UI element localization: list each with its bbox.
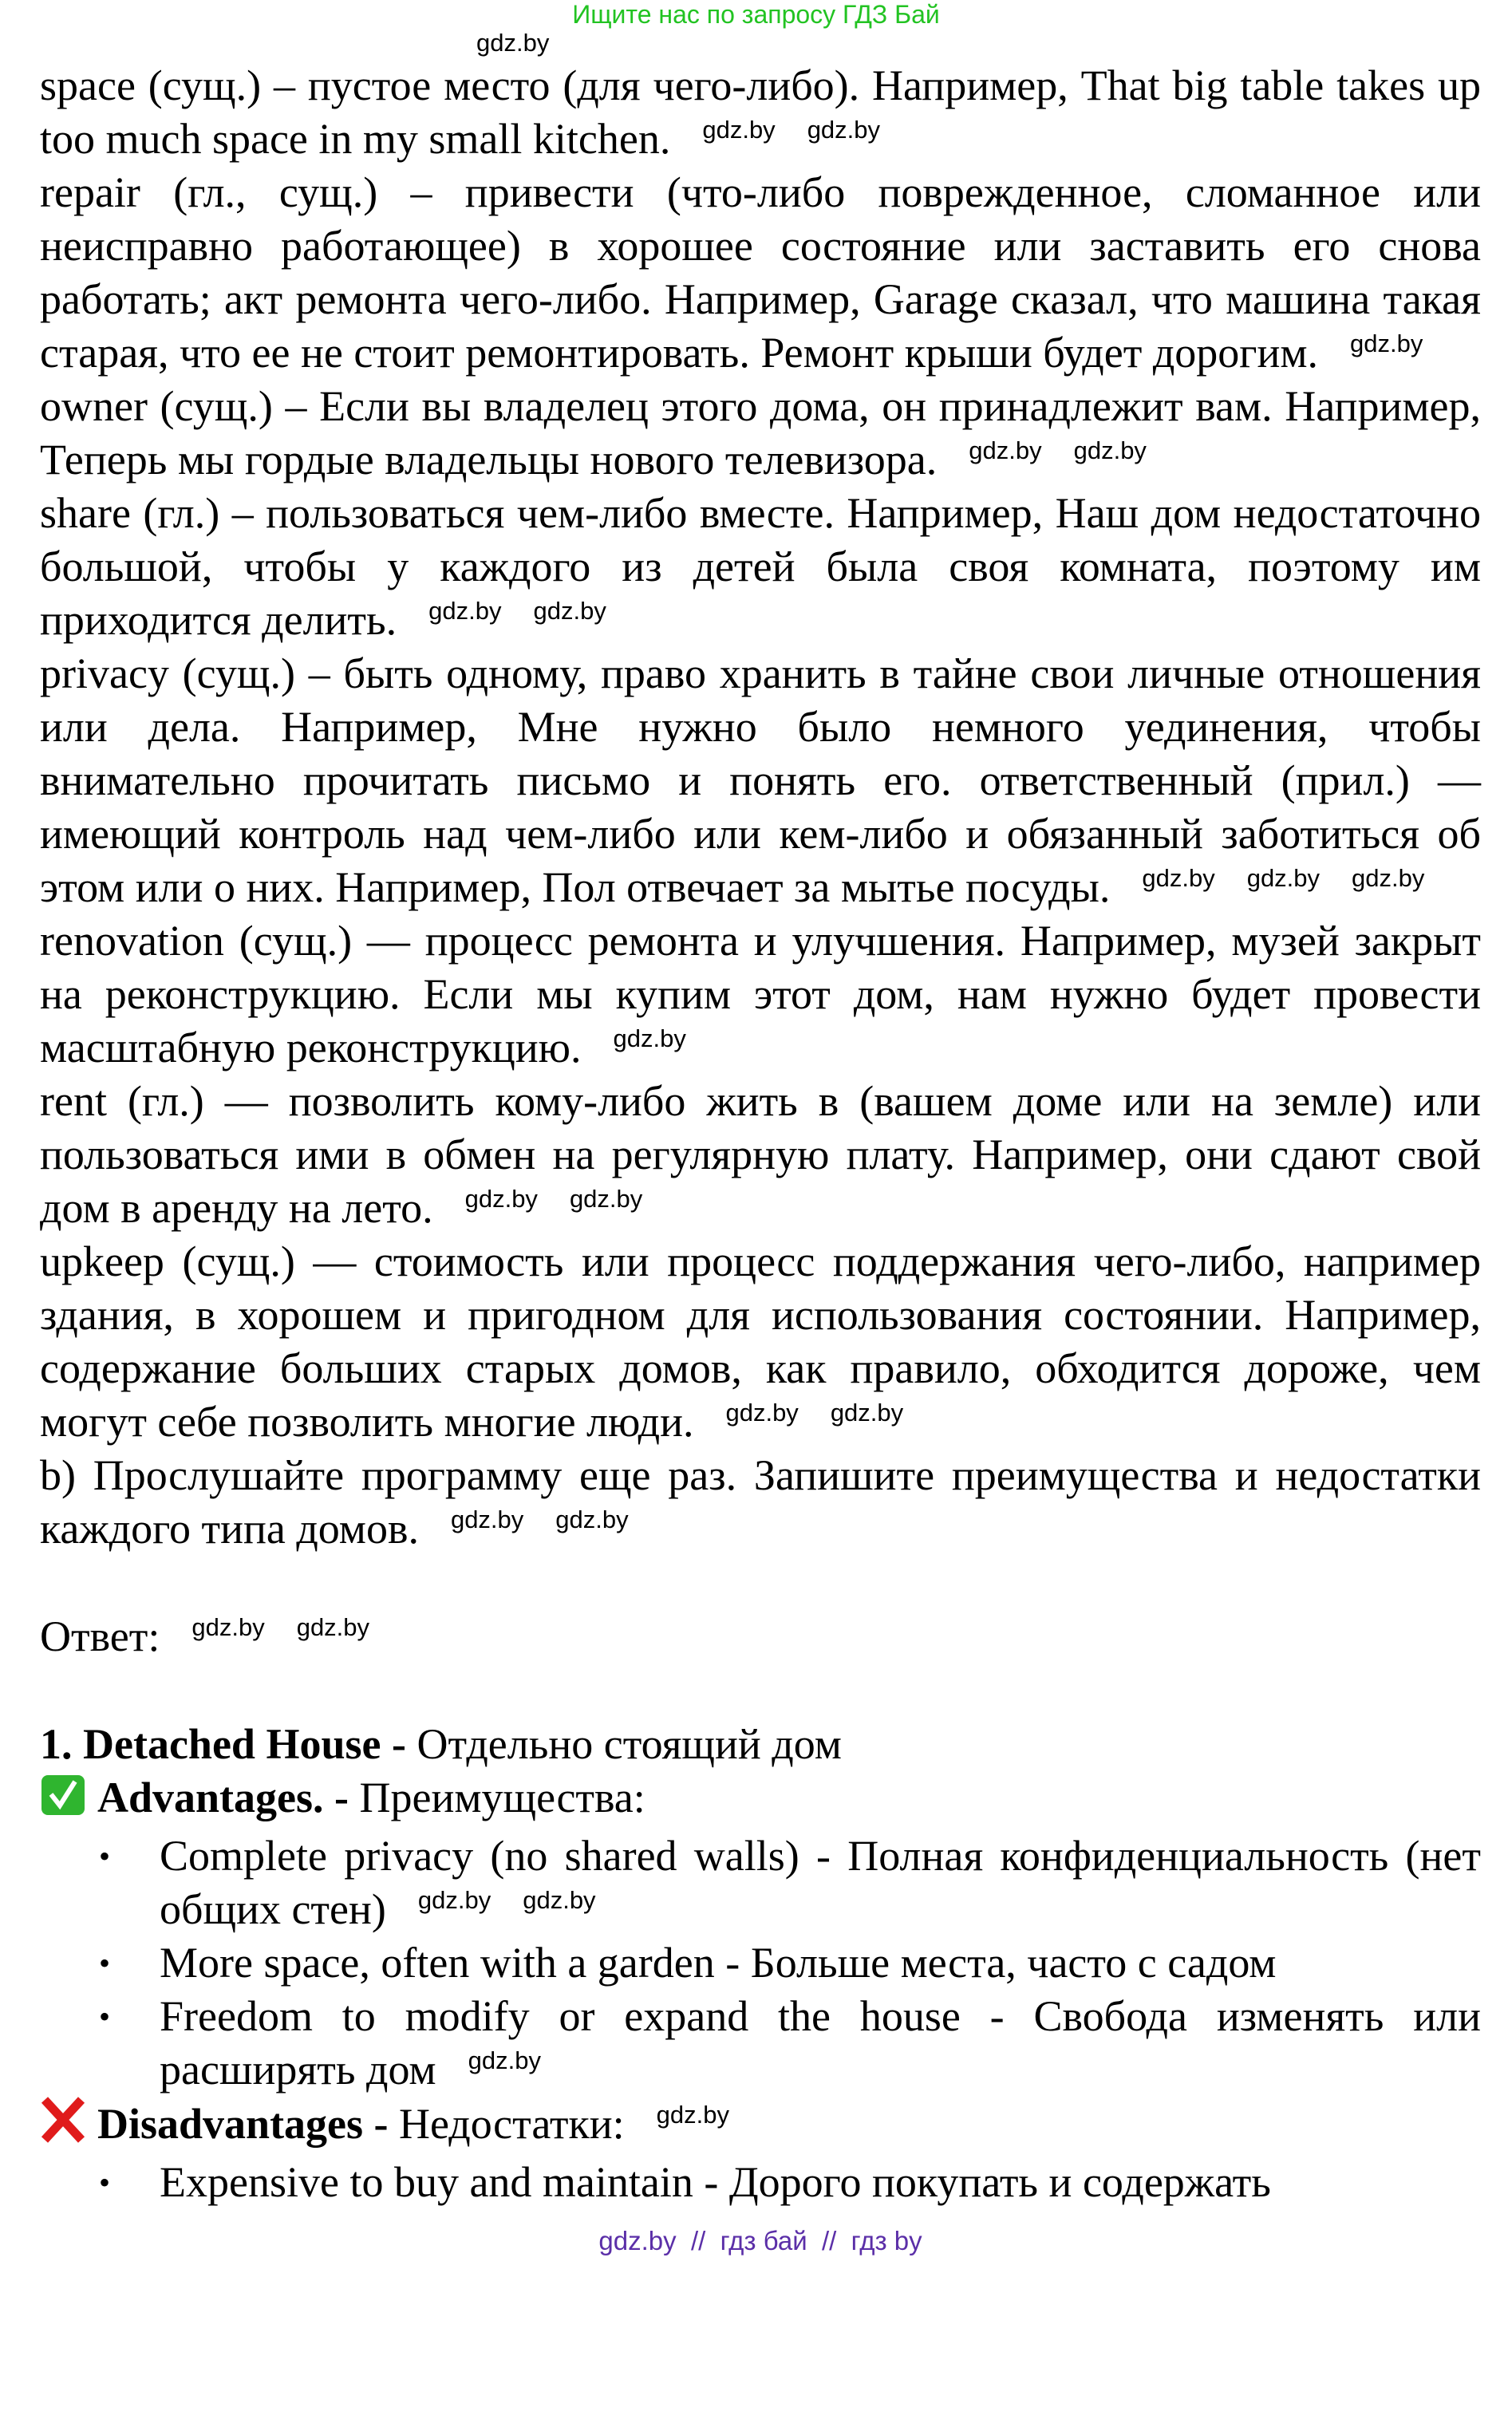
- advantages-rest: Преимущества:: [349, 1774, 645, 1821]
- watermark: gdz.by: [523, 1886, 596, 1914]
- check-icon: [40, 1774, 86, 1829]
- watermark: gdz.by: [1246, 864, 1321, 892]
- definition-text: share (гл.) – пользоваться чем-либо вместе. Например, Наш дом недостаточно большой, чтобы у каждого из детей была своя комната, поэтому им приходится делить.: [40, 489, 1481, 644]
- watermark: gdz.by: [417, 1886, 491, 1914]
- watermark: gdz.by: [555, 1505, 629, 1533]
- watermark: gdz.by: [464, 1185, 538, 1213]
- watermark: gdz.by: [807, 116, 881, 144]
- watermark: gdz.by: [830, 1399, 904, 1427]
- section-title: [40, 1718, 1481, 1771]
- task-b: [40, 1449, 1481, 1556]
- watermark: gdz.by: [1350, 330, 1423, 357]
- disadvantages-heading: [40, 2097, 1481, 2156]
- disadvantage-item: [99, 2156, 1481, 2209]
- disadvantage-text: Expensive to buy and maintain - Дорого покупать и содержать: [160, 2158, 1271, 2206]
- task-text: b) Прослушайте программу еще раз. Запишите преимущества и недостатки каждого типа домов.: [40, 1451, 1481, 1553]
- watermark: gdz.by: [533, 597, 606, 625]
- watermark: gdz.by: [1352, 864, 1425, 892]
- definition-text: rent (гл.) — позволить кому-либо жить в (вашем доме или на земле) или пользоваться ими в обмен на регулярную плату. Например, они сдают свой дом в аренду на лето.: [40, 1077, 1481, 1232]
- cross-icon: [40, 2097, 86, 2156]
- watermark: gdz.by: [656, 2101, 729, 2129]
- watermark: gdz.by: [450, 1505, 524, 1533]
- bullet: •: [99, 2165, 111, 2200]
- bullet: •: [99, 1999, 111, 2034]
- watermark: gdz.by: [613, 1024, 686, 1052]
- watermark: gdz.by: [1073, 436, 1147, 464]
- definition-text: upkeep (сущ.) — стоимость или процесс поддержания чего-либо, например здания, в хорошем и пригодном для использования состоянии. Например, содержание больших старых домов, как правило, обходится дороже, чем могут себе позволить многие люди.: [40, 1237, 1481, 1446]
- advantages-bold: Advantages. -: [97, 1774, 349, 1821]
- watermark: gdz.by: [296, 1613, 370, 1641]
- watermark: gdz.by: [191, 1613, 265, 1641]
- advantage-item: [99, 1829, 1481, 1936]
- definition-text: owner (сущ.) – Если вы владелец этого дома, он принадлежит вам. Например, Теперь мы гордые владельцы нового телевизора.: [40, 382, 1481, 483]
- definition-share: [40, 487, 1481, 647]
- definition-rent: [40, 1075, 1481, 1235]
- definition-upkeep: [40, 1235, 1481, 1449]
- disadvantages-rest: Недостатки:: [388, 2100, 625, 2148]
- definition-text: repair (гл., сущ.) – привести (что-либо поврежденное, сломанное или неисправно работающее) в хорошее состояние или заставить его снова работать; акт ремонта чего-либо. Например, Garage сказал, что машина такая старая, что ее не стоит ремонтировать. Ремонт крыши будет дорогим.: [40, 168, 1481, 377]
- advantage-item: [99, 1990, 1481, 2097]
- definition-repair: [40, 166, 1481, 380]
- section-title-rest: Отдельно стоящий дом: [405, 1720, 842, 1768]
- watermark: gdz.by: [702, 116, 776, 144]
- advantage-text: Freedom to modify or expand the house - Свобода изменять или расширять дом: [160, 1992, 1481, 2093]
- advantages-heading: [40, 1771, 1481, 1829]
- search-banner: Ищите нас по запросу ГДЗ Бай: [572, 0, 940, 29]
- watermark: gdz.by: [725, 1399, 799, 1427]
- watermark: gdz.by: [468, 2046, 541, 2074]
- advantage-text: More space, often with a garden - Больше места, часто с садом: [160, 1939, 1277, 1987]
- watermark: gdz.by: [476, 29, 550, 57]
- definition-text: space (сущ.) – пустое место (для чего-либо). Например, That big table takes up too much space in my small kitchen.: [40, 61, 1481, 163]
- definition-owner: [40, 380, 1481, 487]
- definition-privacy: [40, 647, 1481, 914]
- advantage-item: [99, 1936, 1481, 1990]
- definition-text: renovation (сущ.) — процесс ремонта и улучшения. Например, музей закрыт на реконструкцию. Если мы купим этот дом, нам нужно будет провести масштабную реконструкцию.: [40, 917, 1481, 1071]
- watermark: gdz.by: [969, 436, 1042, 464]
- watermark: gdz.by: [428, 597, 502, 625]
- definition-space: [40, 59, 1481, 166]
- watermark: gdz.by: [1142, 864, 1215, 892]
- bullet: •: [99, 1838, 111, 1874]
- section-title-bold: 1. Detached House -: [40, 1720, 406, 1768]
- disadvantages-bold: Disadvantages -: [97, 2100, 389, 2148]
- footer-links[interactable]: gdz.by // гдз бай // гдз by: [598, 2226, 922, 2255]
- definition-renovation: [40, 914, 1481, 1075]
- advantage-text: Complete privacy (no shared walls) - Полная конфиденциальность (нет общих стен): [160, 1832, 1481, 1933]
- watermark: gdz.by: [569, 1185, 643, 1213]
- answer-label: Ответ:: [40, 1612, 160, 1660]
- answer-row: [40, 1610, 1481, 1663]
- definition-text: privacy (сущ.) – быть одному, право хранить в тайне свои личные отношения или дела. Например, Мне нужно было немного уединения, чтобы внимательно прочитать письмо и понять его. ответственный (прил.) — имеющий контроль над чем-либо или кем-либо и обязанный заботиться об этом или о них. Например, Пол отвечает за мытье посуды.: [40, 649, 1481, 911]
- bullet: •: [99, 1945, 111, 1981]
